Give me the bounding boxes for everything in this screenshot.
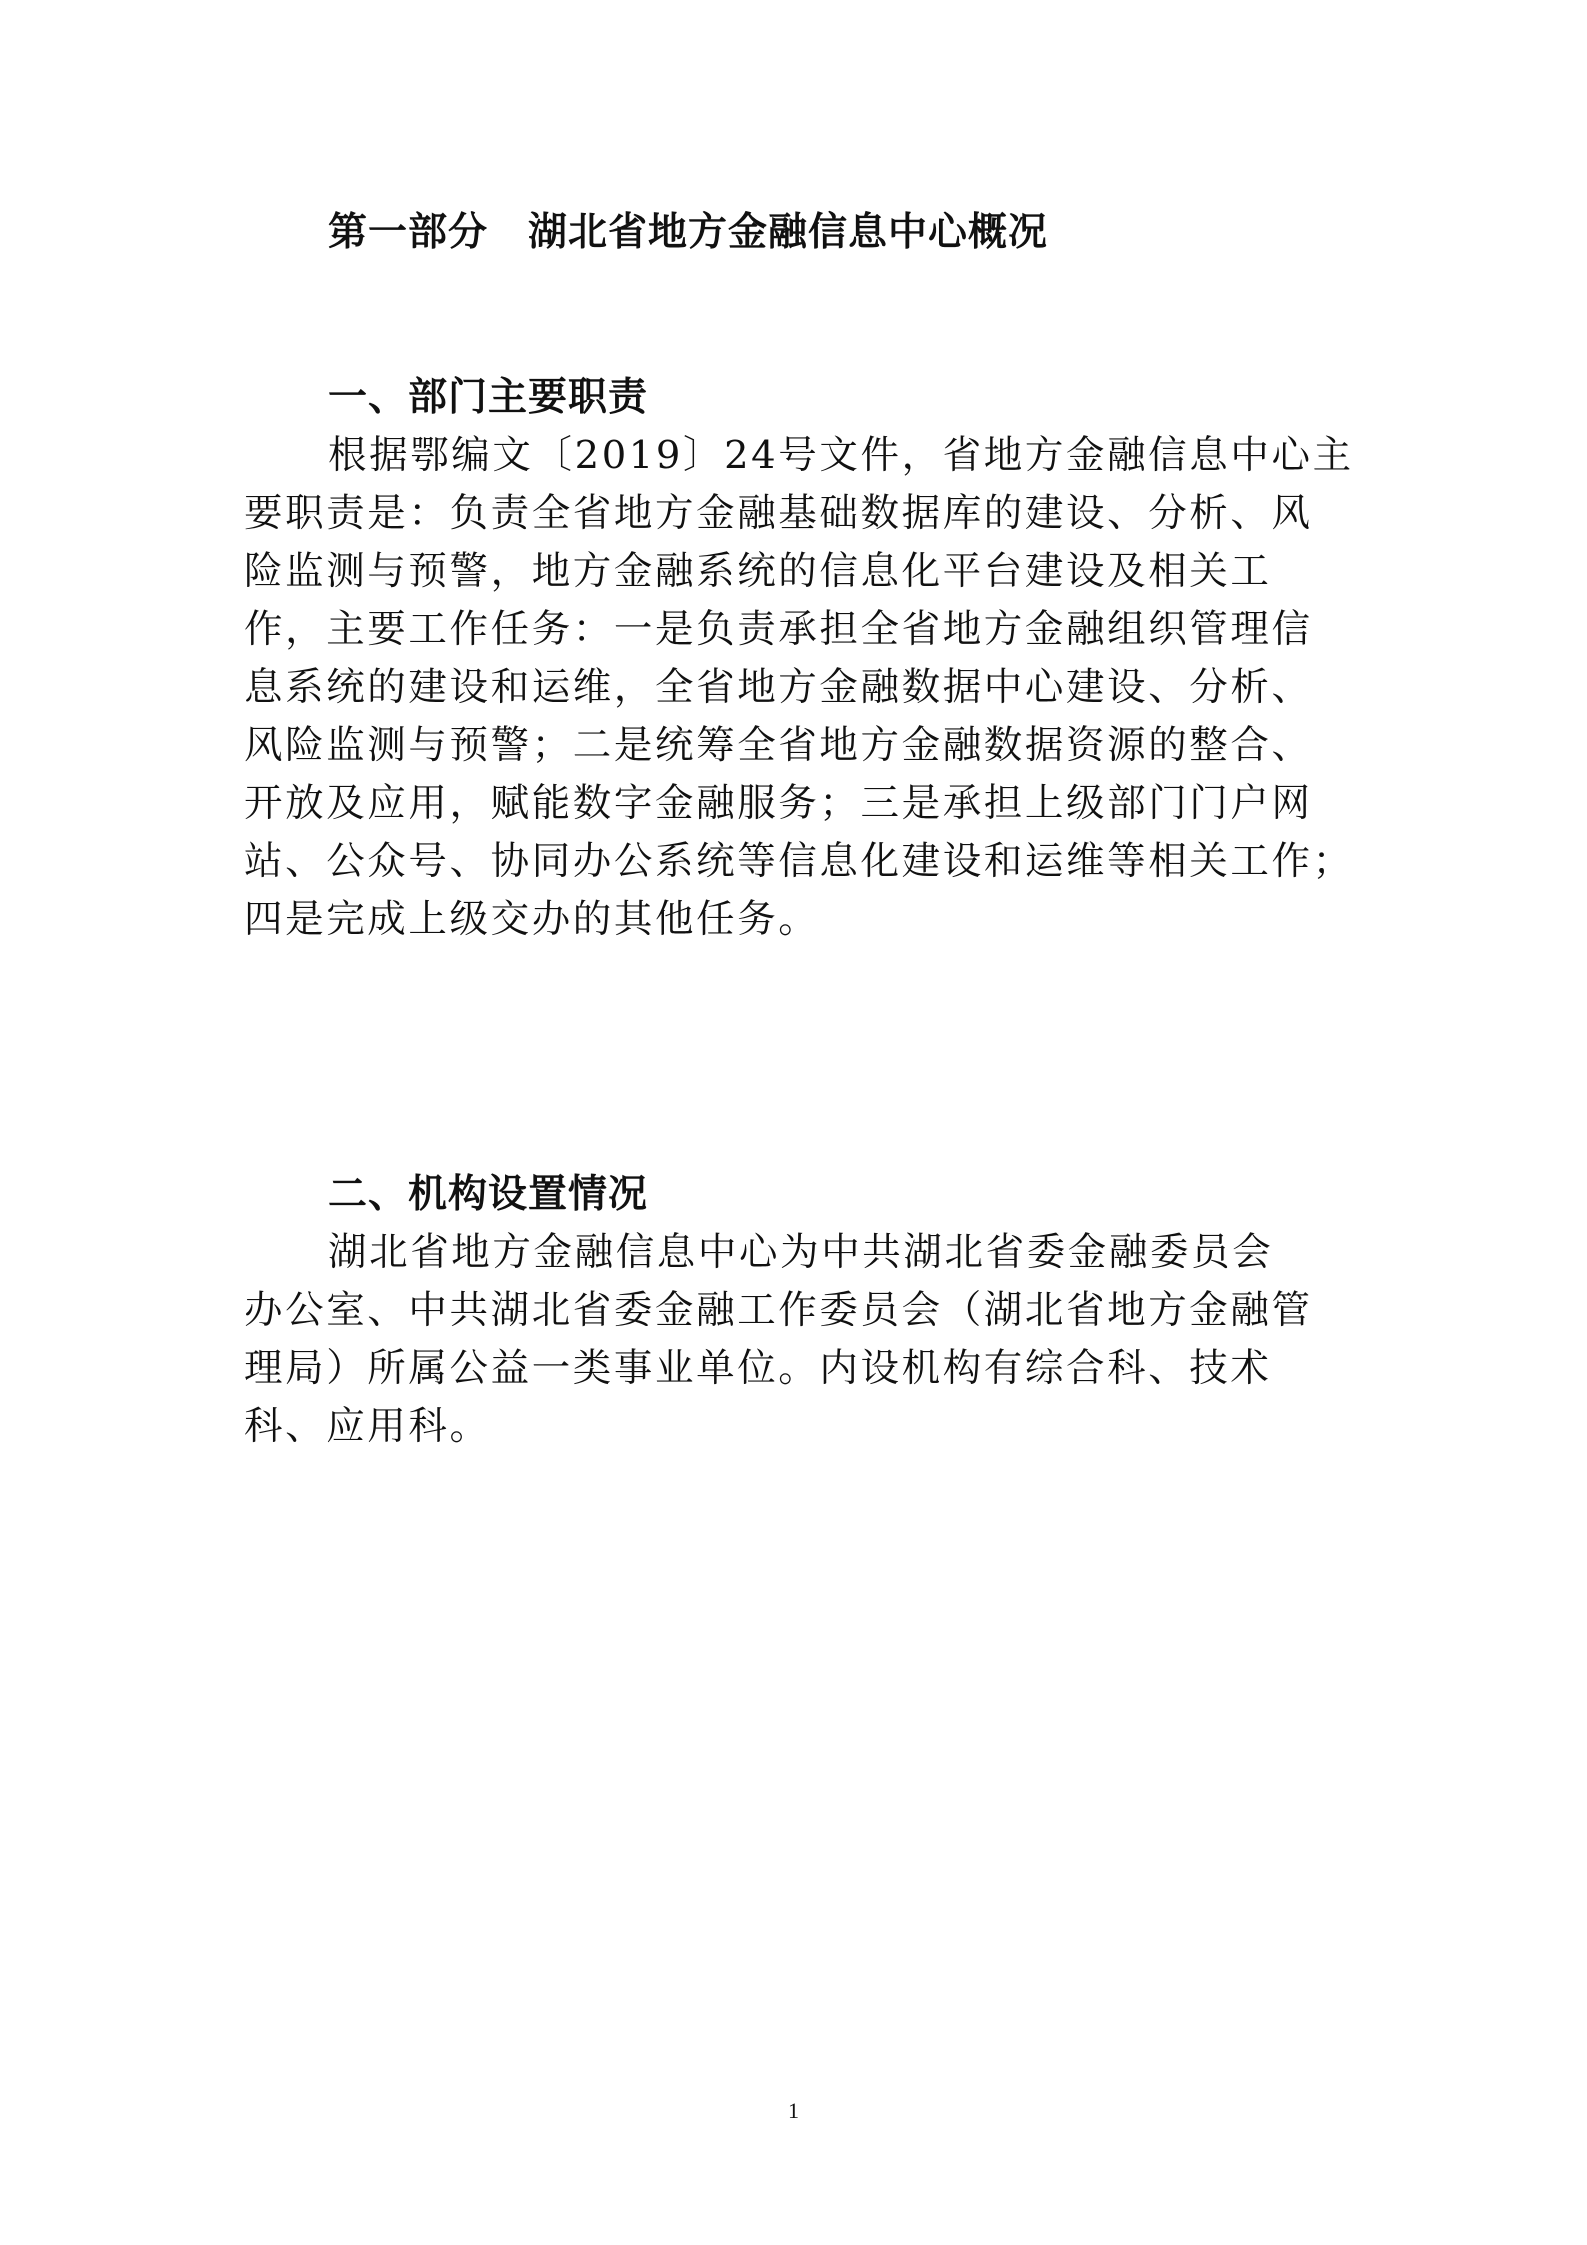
paragraph-line: 根据鄂编文〔2019〕24号文件，省地方金融信息中心主 xyxy=(328,433,1354,478)
paragraph-line: 开放及应用，赋能数字金融服务；三是承担上级部门门户网 xyxy=(244,781,1313,826)
page-number: 1 xyxy=(788,2098,799,2123)
paragraph-line: 理局）所属公益一类事业单位。内设机构有综合科、技术 xyxy=(244,1346,1272,1391)
title-text: 湖北省地方金融信息中心概况 xyxy=(528,210,1049,255)
section-heading-organization: 二、机构设置情况 xyxy=(328,1172,649,1217)
paragraph-line: 作，主要工作任务：一是负责承担全省地方金融组织管理信 xyxy=(244,607,1313,652)
section-heading-responsibilities: 一、部门主要职责 xyxy=(328,375,649,420)
paragraph-line: 湖北省地方金融信息中心为中共湖北省委金融委员会 xyxy=(328,1230,1274,1275)
paragraph-line: 险监测与预警，地方金融系统的信息化平台建设及相关工 xyxy=(244,549,1272,594)
paragraph-line: 要职责是：负责全省地方金融基础数据库的建设、分析、风 xyxy=(244,491,1313,536)
paragraph-line: 办公室、中共湖北省委金融工作委员会（湖北省地方金融管 xyxy=(244,1288,1313,1333)
paragraph-line: 四是完成上级交办的其他任务。 xyxy=(244,897,820,942)
paragraph-line: 科、应用科。 xyxy=(244,1404,491,1449)
page-title xyxy=(328,205,1428,261)
paragraph-line: 风险监测与预警；二是统筹全省地方金融数据资源的整合、 xyxy=(244,723,1313,768)
title-part-label: 第一部分 xyxy=(328,210,489,255)
paragraph-line: 息系统的建设和运维，全省地方金融数据中心建设、分析、 xyxy=(244,665,1313,710)
paragraph-line: 站、公众号、协同办公系统等信息化建设和运维等相关工作； xyxy=(244,839,1354,884)
